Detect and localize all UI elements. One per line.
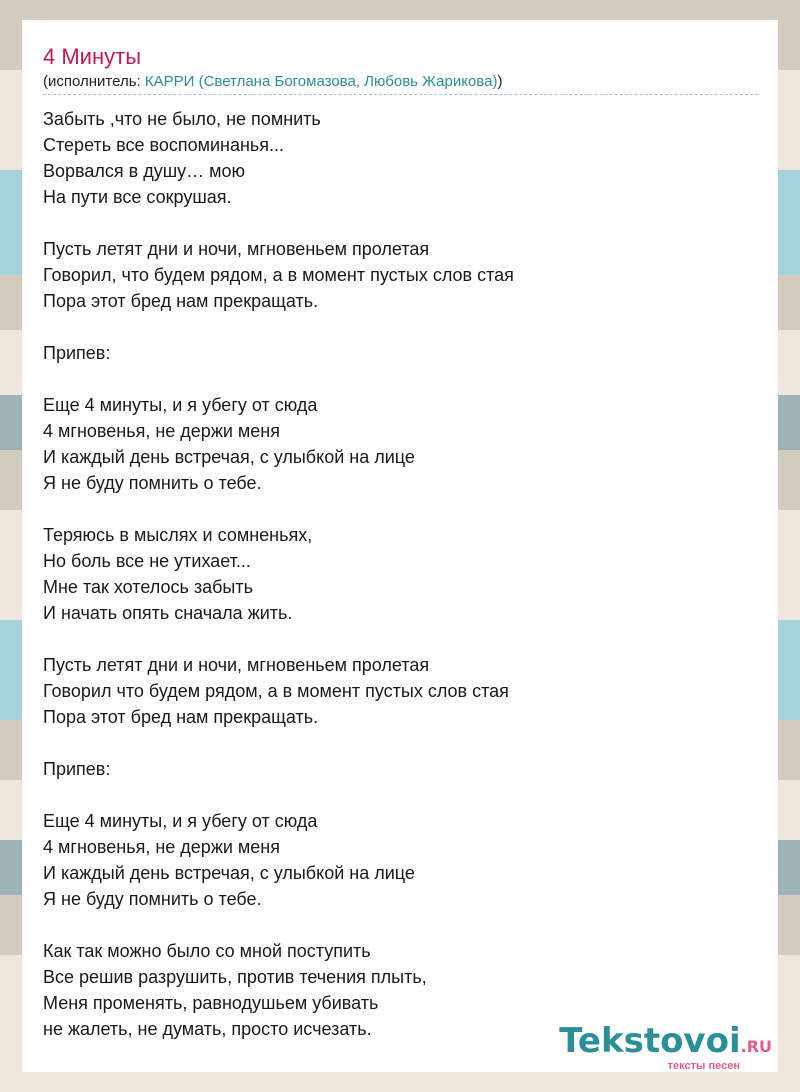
lyric-line: Еще 4 минуты, и я убегу от сюда [43, 811, 318, 831]
lyric-line: Пусть летят дни и ночи, мгновеньем пролетая [43, 239, 430, 259]
song-title: 4 Минуты [43, 44, 142, 69]
lyric-line [43, 626, 763, 652]
title-divider [43, 94, 758, 95]
lyrics-card [22, 20, 778, 1072]
lyric-line: 4 мгновенья, не держи меня [43, 837, 280, 857]
lyric-line: И каждый день встречая, с улыбкой на лице [43, 447, 415, 467]
lyric-line: Пусть летят дни и ночи, мгновеньем пролетая [43, 655, 430, 675]
lyric-line: Говорил что будем рядом, а в момент пустых слов стая [43, 681, 509, 701]
logo-tagline: тексты песен [667, 1060, 740, 1072]
lyric-line [43, 210, 763, 236]
lyric-line: И начать опять сначала жить. [43, 603, 293, 623]
lyric-line: Припев: [43, 759, 111, 779]
lyric-line: Еще 4 минуты, и я убегу от сюда [43, 395, 318, 415]
lyric-line: Я не буду помнить о тебе. [43, 889, 262, 909]
lyric-line: 4 мгновенья, не держи меня [43, 421, 280, 441]
lyric-line [43, 496, 763, 522]
lyric-line: Но боль все не утихает... [43, 551, 251, 571]
lyric-line: Пора этот бред нам прекращать. [43, 291, 319, 311]
lyric-line: Забыть ,что не было, не помнить [43, 109, 321, 129]
lyric-line: Говорил, что будем рядом, а в момент пустых слов стая [43, 265, 514, 285]
lyric-line: На пути все сокрушая. [43, 187, 232, 207]
lyric-line [43, 314, 763, 340]
lyric-line: Как так можно было со мной поступить [43, 941, 371, 961]
lyric-line: Пора этот бред нам прекращать. [43, 707, 319, 727]
site-logo[interactable] [559, 1021, 772, 1072]
logo-wordmark: Tekstovoi [559, 1021, 741, 1061]
lyric-line: Все решив разрушить, против течения плыть, [43, 967, 427, 987]
lyric-line: Ворвался в душу… мою [43, 161, 246, 181]
artist-prefix: (исполнитель: [43, 73, 145, 90]
lyrics-text [43, 106, 763, 1042]
lyric-line: не жалеть, не думать, просто исчезать. [43, 1019, 372, 1039]
logo-tld: .RU [740, 1037, 772, 1056]
lyric-line: Припев: [43, 343, 111, 363]
lyric-line [43, 912, 763, 938]
artist-line [43, 73, 502, 90]
lyric-line [43, 782, 763, 808]
lyric-line: Стереть все воспоминанья... [43, 135, 285, 155]
lyric-line [43, 730, 763, 756]
lyric-line: Меня променять, равнодушьем убивать [43, 993, 379, 1013]
lyric-line [43, 366, 763, 392]
lyric-line: Я не буду помнить о тебе. [43, 473, 262, 493]
lyric-line: И каждый день встречая, с улыбкой на лице [43, 863, 415, 883]
artist-link[interactable]: КАРРИ (Светлана Богомазова, Любовь Жарикова) [144, 73, 498, 90]
artist-suffix: ) [497, 73, 503, 90]
lyric-line: Теряюсь в мыслях и сомненьях, [43, 525, 313, 545]
lyric-line: Мне так хотелось забыть [43, 577, 253, 597]
